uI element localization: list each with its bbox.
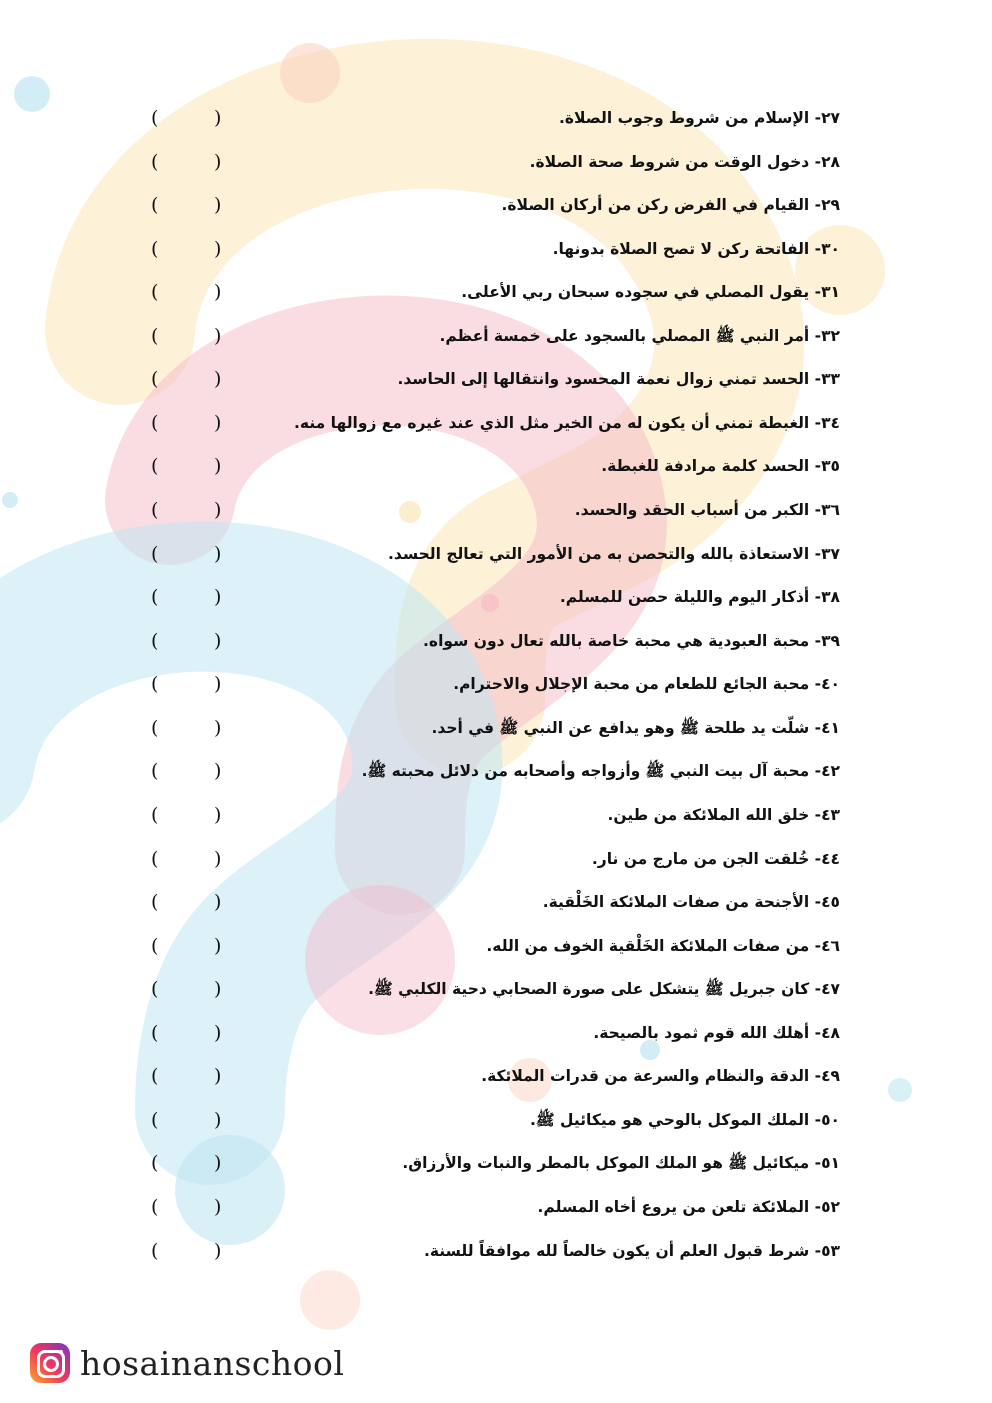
- question-row: [140, 1236, 840, 1266]
- answer-paren-open: (: [151, 716, 159, 739]
- question-text: ٢٨- دخول الوقت من شروط صحة الصلاة.: [529, 152, 840, 171]
- answer-paren-close: ): [214, 499, 222, 522]
- answer-paren-close: ): [214, 978, 222, 1001]
- answer-paren-close: ): [214, 194, 222, 217]
- answer-paren-close: ): [214, 150, 222, 173]
- question-text: ٥١- ميكائيل ﷺ هو الملك الموكل بالمطر والنبات والأرزاق.: [402, 1154, 840, 1173]
- answer-paren-close: ): [214, 803, 222, 826]
- question-row: [140, 539, 840, 569]
- answer-paren-open: (: [151, 499, 159, 522]
- answer-paren-open: (: [151, 368, 159, 391]
- answer-paren-open: (: [151, 1108, 159, 1131]
- answer-paren-close: ): [214, 455, 222, 478]
- answer-paren-close: ): [214, 324, 222, 347]
- question-text: ٣١- يقول المصلي في سجوده سبحان ربي الأعلى.: [461, 283, 840, 302]
- question-row: [140, 887, 840, 917]
- question-text: ٣٧- الاستعاذة بالله والتحصن به من الأمور التي تعالج الحسد.: [388, 544, 840, 563]
- answer-paren-open: (: [151, 847, 159, 870]
- footer: [30, 1339, 344, 1387]
- question-row: [140, 800, 840, 830]
- answer-paren-open: (: [151, 1065, 159, 1088]
- question-row: [140, 277, 840, 307]
- question-text: ٢٧- الإسلام من شروط وجوب الصلاة.: [558, 109, 840, 127]
- answer-paren-open: (: [151, 411, 159, 434]
- answer-paren-open: (: [151, 803, 159, 826]
- question-text: ٤١- شلّت يد طلحة ﷺ وهو يدافع عن النبي ﷺ في أحد.: [431, 718, 840, 737]
- question-row: [140, 408, 840, 438]
- question-row: [140, 931, 840, 961]
- question-row: [140, 844, 840, 874]
- question-text: ٣٥- الحسد كلمة مرادفة للغبطة.: [601, 457, 840, 476]
- answer-paren-open: (: [151, 542, 159, 565]
- question-text: ٤٨- أهلك الله قوم ثمود بالصيحة.: [593, 1023, 840, 1042]
- question-text: ٥٢- الملائكة تلعن من يروع أخاه المسلم.: [537, 1198, 840, 1216]
- question-text: ٤٦- من صفات الملائكة الخَلْقية الخوف من الله.: [486, 936, 840, 955]
- question-row: [140, 1018, 840, 1048]
- answer-paren-close: ): [214, 1108, 222, 1131]
- answer-paren-close: ): [214, 1065, 222, 1088]
- question-text: ٥٣- شرط قبول العلم أن يكون خالصاً لله موافقاً للسنة.: [424, 1241, 840, 1260]
- question-text: ٤٣- خلق الله الملائكة من طين.: [607, 805, 840, 824]
- answer-paren-close: ): [214, 934, 222, 957]
- question-text: ٣٦- الكبر من أسباب الحقد والحسد.: [574, 501, 840, 520]
- question-row: [140, 364, 840, 394]
- answer-paren-open: (: [151, 978, 159, 1001]
- answer-paren-open: (: [151, 237, 159, 260]
- question-row: [140, 582, 840, 612]
- question-text: ٣٢- أمر النبي ﷺ المصلي بالسجود على خمسة أعظم.: [439, 326, 840, 345]
- question-row: [140, 1192, 840, 1222]
- question-row: [140, 495, 840, 525]
- question-row: [140, 974, 840, 1004]
- question-row: [140, 756, 840, 786]
- question-text: ٥٠- الملك الموكل بالوحي هو ميكائيل ﷺ.: [530, 1110, 840, 1129]
- answer-paren-open: (: [151, 934, 159, 957]
- answer-paren-close: ): [214, 368, 222, 391]
- question-text: ٤٩- الدقة والنظام والسرعة من قدرات الملائكة.: [481, 1067, 840, 1086]
- answer-paren-close: ): [214, 847, 222, 870]
- answer-paren-close: ): [214, 760, 222, 783]
- question-text: ٣٣- الحسد تمني زوال نعمة المحسود وانتقالها إلى الحاسد.: [397, 370, 840, 389]
- answer-paren-close: ): [214, 107, 222, 129]
- question-row: [140, 321, 840, 351]
- answer-paren-close: ): [214, 1239, 222, 1262]
- question-row: [140, 147, 840, 177]
- answer-paren-close: ): [214, 411, 222, 434]
- answer-paren-open: (: [151, 1152, 159, 1175]
- answer-paren-open: (: [151, 281, 159, 304]
- question-text: ٤٥- الأجنحة من صفات الملائكة الخَلْقية.: [542, 893, 840, 912]
- question-row: [140, 1061, 840, 1091]
- answer-paren-close: ): [214, 673, 222, 696]
- answer-paren-open: (: [151, 586, 159, 609]
- answer-paren-open: (: [151, 150, 159, 173]
- answer-paren-open: (: [151, 1021, 159, 1044]
- question-row: [140, 234, 840, 264]
- answer-paren-open: (: [151, 194, 159, 217]
- answer-paren-close: ): [214, 1021, 222, 1044]
- question-row: [140, 713, 840, 743]
- answer-paren-open: (: [151, 324, 159, 347]
- question-text: ٣٠- الفاتحة ركن لا تصح الصلاة بدونها.: [552, 239, 840, 258]
- question-text: ٤٢- محبة آل بيت النبي ﷺ وأزواجه وأصحابه من دلائل محبته ﷺ.: [361, 762, 840, 781]
- answer-paren-open: (: [151, 629, 159, 652]
- answer-paren-open: (: [151, 1239, 159, 1262]
- answer-paren-close: ): [214, 629, 222, 652]
- answer-paren-close: ): [214, 891, 222, 914]
- answer-paren-open: (: [151, 760, 159, 783]
- answer-paren-open: (: [151, 891, 159, 914]
- question-text: ٤٠- محبة الجائع للطعام من محبة الإجلال والاحترام.: [453, 675, 840, 694]
- answer-paren-close: ): [214, 1152, 222, 1175]
- answer-paren-close: ): [214, 237, 222, 260]
- answer-paren-close: ): [214, 716, 222, 739]
- question-text: ٤٤- خُلقت الجن من مارج من نار.: [591, 849, 840, 868]
- answer-paren-close: ): [214, 1196, 222, 1218]
- instagram-icon: [30, 1343, 70, 1383]
- answer-paren-open: (: [151, 1196, 159, 1218]
- question-row: [140, 669, 840, 699]
- answer-paren-close: ): [214, 586, 222, 609]
- question-text: ٣٩- محبة العبودية هي محبة خاصة بالله تعال دون سواه.: [423, 631, 840, 650]
- question-text: ٤٧- كان جبريل ﷺ يتشكل على صورة الصحابي دحية الكلبي ﷺ.: [368, 980, 840, 999]
- question-row: [140, 1148, 840, 1178]
- instagram-handle: hosainanschool: [80, 1343, 345, 1383]
- question-row: [140, 190, 840, 220]
- answer-paren-open: (: [151, 455, 159, 478]
- question-row: [140, 103, 840, 133]
- answer-paren-close: ): [214, 281, 222, 304]
- question-row: [140, 1105, 840, 1135]
- answer-paren-open: (: [151, 107, 159, 129]
- answer-paren-close: ): [214, 542, 222, 565]
- question-row: [140, 451, 840, 481]
- question-text: ٣٤- الغبطة تمني أن يكون له من الخير مثل الذي عند غيره مع زوالها منه.: [294, 413, 840, 432]
- question-text: ٣٨- أذكار اليوم والليلة حصن للمسلم.: [559, 588, 840, 607]
- question-row: [140, 626, 840, 656]
- answer-paren-open: (: [151, 673, 159, 696]
- question-text: ٢٩- القيام في الفرض ركن من أركان الصلاة.: [501, 196, 840, 215]
